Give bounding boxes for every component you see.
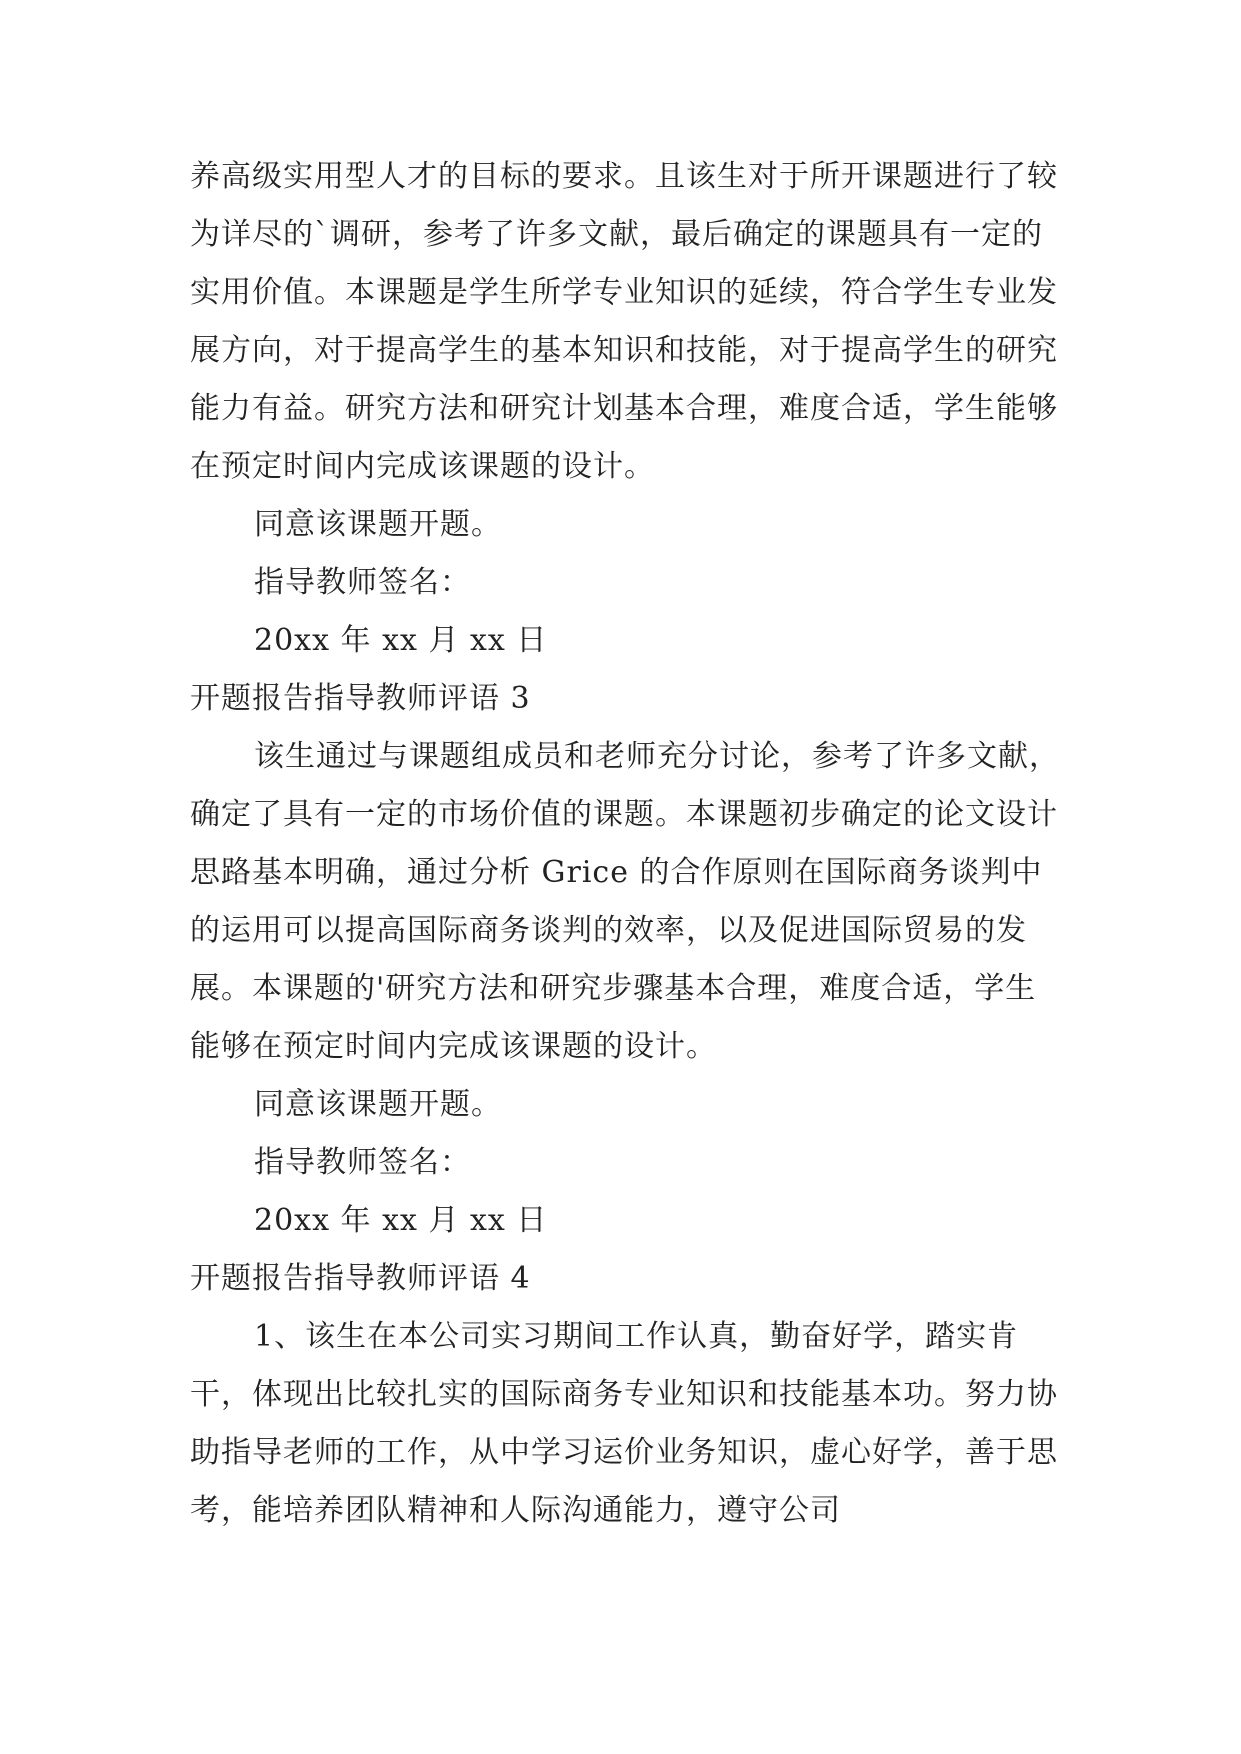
section2-signature-line: 指导教师签名： (254, 565, 471, 600)
section4-heading: 开题报告指导教师评语 4 (190, 1261, 531, 1296)
document-body (190, 148, 1060, 1540)
section3-date-line: 20xx 年 xx 月 xx 日 (254, 1203, 548, 1238)
section3-body-paragraph: 该生通过与课题组成员和老师充分讨论，参考了许多文献，确定了具有一定的市场价值的课题。本课题初步确定的论文设计思路基本明确，通过分析 Grice 的合作原则在国际商务谈判中的运用可以提高国际商务谈判的效率，以及促进国际贸易的发展。本课题的'研究方法和研究步骤基本合理，难度合适，学生能够在预定时间内完成该课题的设计。 (190, 739, 1060, 1064)
section2-continuation-paragraph: 养高级实用型人才的目标的要求。且该生对于所开课题进行了较为详尽的`调研，参考了许多文献，最后确定的课题具有一定的实用价值。本课题是学生所学专业知识的延续，符合学生专业发展方向，对于提高学生的基本知识和技能，对于提高学生的研究能力有益。研究方法和研究计划基本合理，难度合适，学生能够在预定时间内完成该课题的设计。 (190, 159, 1058, 484)
section3-signature-line: 指导教师签名： (254, 1145, 471, 1180)
section2-agree-line: 同意该课题开题。 (254, 507, 502, 542)
section2-date-line: 20xx 年 xx 月 xx 日 (254, 623, 548, 658)
section4-body-paragraph: 1、该生在本公司实习期间工作认真，勤奋好学，踏实肯干，体现出比较扎实的国际商务专业知识和技能基本功。努力协助指导老师的工作，从中学习运价业务知识，虚心好学，善于思考，能培养团队精神和人际沟通能力，遵守公司 (190, 1319, 1058, 1528)
section3-heading: 开题报告指导教师评语 3 (190, 681, 531, 716)
section3-agree-line: 同意该课题开题。 (254, 1087, 502, 1122)
